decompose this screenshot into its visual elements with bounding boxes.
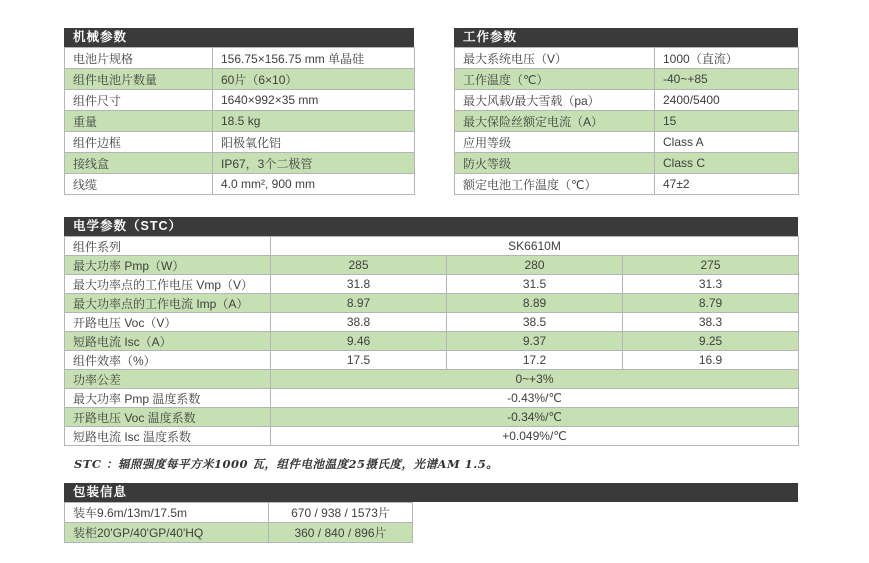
row-value: 47±2	[655, 174, 799, 195]
table-row	[65, 275, 799, 294]
row-value: 9.25	[623, 332, 799, 351]
row-label: 组件系列	[65, 237, 271, 256]
row-label: 重量	[65, 111, 213, 132]
table-row	[65, 174, 415, 195]
row-label: 开路电压 Voc 温度系数	[65, 408, 271, 427]
row-value: 18.5 kg	[213, 111, 415, 132]
row-value: -0.34%/℃	[271, 408, 799, 427]
table-row	[455, 132, 799, 153]
operating-section-header: 工作参数	[454, 28, 798, 47]
mechanical-table	[64, 47, 415, 195]
row-value: 9.37	[447, 332, 623, 351]
row-label: 装柜20'GP/40'GP/40'HQ	[65, 523, 269, 543]
row-label: 最大保险丝额定电流（A）	[455, 111, 655, 132]
table-row	[65, 153, 415, 174]
row-value: 8.97	[271, 294, 447, 313]
table-row	[455, 69, 799, 90]
row-label: 装车9.6m/13m/17.5m	[65, 503, 269, 523]
row-value: 156.75×156.75 mm 单晶硅	[213, 48, 415, 69]
table-row	[65, 370, 799, 389]
row-label: 最大功率点的工作电流 Imp（A）	[65, 294, 271, 313]
table-row	[455, 153, 799, 174]
row-value: 31.3	[623, 275, 799, 294]
row-label: 组件尺寸	[65, 90, 213, 111]
row-label: 接线盒	[65, 153, 213, 174]
row-label: 应用等级	[455, 132, 655, 153]
table-row	[455, 90, 799, 111]
row-value: IP67，3个二极管	[213, 153, 415, 174]
row-label: 最大风载/最大雪载（pa）	[455, 90, 655, 111]
table-row	[65, 351, 799, 370]
table-row	[65, 313, 799, 332]
row-value: -0.43%/℃	[271, 389, 799, 408]
table-row	[65, 90, 415, 111]
table-row	[455, 111, 799, 132]
row-value: 9.46	[271, 332, 447, 351]
series-value: SK6610M	[271, 237, 799, 256]
row-value: 8.79	[623, 294, 799, 313]
row-value: -40~+85	[655, 69, 799, 90]
table-row	[65, 503, 413, 523]
row-label: 组件效率（%）	[65, 351, 271, 370]
table-row	[65, 389, 799, 408]
table-row	[65, 111, 415, 132]
mechanical-section-header: 机械参数	[64, 28, 414, 47]
row-label: 防火等级	[455, 153, 655, 174]
series-row	[65, 237, 799, 256]
row-value: 2400/5400	[655, 90, 799, 111]
row-value: 1000（直流）	[655, 48, 799, 69]
row-label: 最大功率 Pmp 温度系数	[65, 389, 271, 408]
table-row	[65, 332, 799, 351]
row-value: 17.5	[271, 351, 447, 370]
row-label: 线缆	[65, 174, 213, 195]
row-label: 最大功率点的工作电压 Vmp（V）	[65, 275, 271, 294]
row-value: 31.5	[447, 275, 623, 294]
row-value: 16.9	[623, 351, 799, 370]
row-value: 38.8	[271, 313, 447, 332]
electrical-section-header: 电学参数（STC）	[64, 217, 798, 236]
table-row	[65, 69, 415, 90]
row-label: 短路电流 Isc 温度系数	[65, 427, 271, 446]
row-label: 工作温度（℃）	[455, 69, 655, 90]
row-label: 开路电压 Voc（V）	[65, 313, 271, 332]
row-label: 短路电流 Isc（A）	[65, 332, 271, 351]
table-row	[65, 523, 413, 543]
packaging-table	[64, 502, 413, 543]
row-value: 38.5	[447, 313, 623, 332]
row-value: +0.049%/℃	[271, 427, 799, 446]
table-row	[65, 294, 799, 313]
row-value: 4.0 mm², 900 mm	[213, 174, 415, 195]
row-label: 功率公差	[65, 370, 271, 389]
row-value: 280	[447, 256, 623, 275]
packaging-section-header: 包装信息	[64, 483, 798, 502]
table-row	[65, 256, 799, 275]
table-row	[65, 408, 799, 427]
table-row	[65, 427, 799, 446]
row-value: 275	[623, 256, 799, 275]
table-row	[65, 48, 415, 69]
row-label: 组件边框	[65, 132, 213, 153]
row-label: 组件电池片数量	[65, 69, 213, 90]
row-value: 8.89	[447, 294, 623, 313]
row-value: 60片（6×10）	[213, 69, 415, 90]
row-value: 38.3	[623, 313, 799, 332]
row-value: 17.2	[447, 351, 623, 370]
row-value: 31.8	[271, 275, 447, 294]
row-value: 285	[271, 256, 447, 275]
table-row	[455, 174, 799, 195]
row-value: Class A	[655, 132, 799, 153]
stc-footnote: STC ：辐照强度每平方米1000 瓦，组件电池温度25摄氏度，光谱AM 1.5。	[74, 457, 499, 471]
row-value: Class C	[655, 153, 799, 174]
electrical-table	[64, 236, 799, 446]
table-row	[65, 132, 415, 153]
row-label: 额定电池工作温度（℃）	[455, 174, 655, 195]
row-value: 阳极氧化铝	[213, 132, 415, 153]
row-label: 电池片规格	[65, 48, 213, 69]
table-row	[455, 48, 799, 69]
operating-table	[454, 47, 799, 195]
row-value: 15	[655, 111, 799, 132]
row-value: 0~+3%	[271, 370, 799, 389]
row-value: 1640×992×35 mm	[213, 90, 415, 111]
row-value: 670 / 938 / 1573片	[269, 503, 413, 523]
row-value: 360 / 840 / 896片	[269, 523, 413, 543]
row-label: 最大功率 Pmp（W）	[65, 256, 271, 275]
row-label: 最大系统电压（V）	[455, 48, 655, 69]
